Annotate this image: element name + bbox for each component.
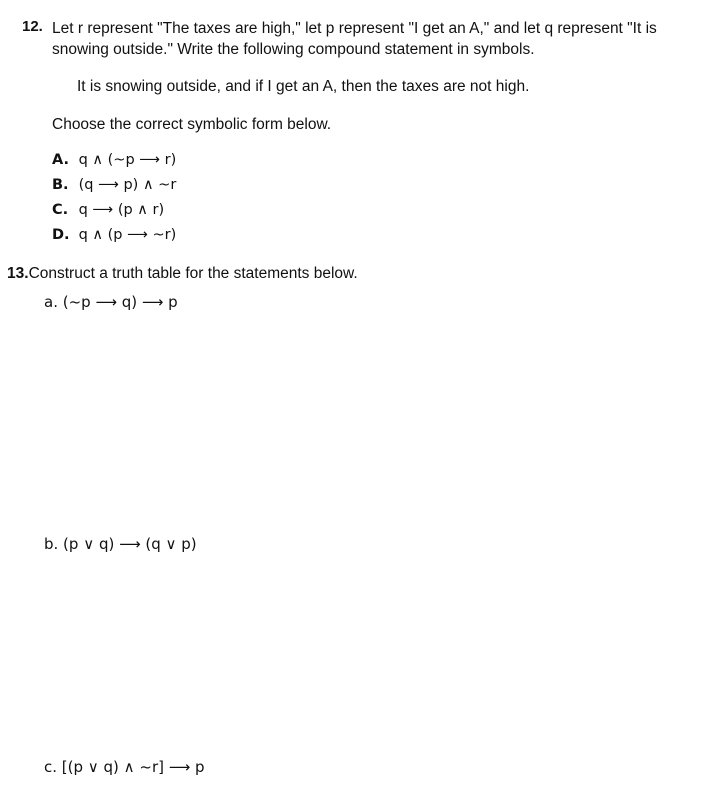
question-13-heading bbox=[7, 265, 358, 283]
choice-d-letter: D. bbox=[52, 227, 70, 243]
part-b: b. (p ∨ q) ⟶ (q ∨ p) bbox=[44, 535, 197, 553]
choice-b[interactable] bbox=[52, 177, 176, 193]
question-13-number: 13. bbox=[7, 265, 29, 282]
compound-statement: It is snowing outside, and if I get an A, then the taxes are not high. bbox=[77, 78, 530, 95]
choice-c-letter: C. bbox=[52, 202, 69, 218]
choice-a-letter: A. bbox=[52, 152, 69, 168]
choice-c-text: q ⟶ (p ∧ r) bbox=[78, 202, 165, 218]
question-12-number: 12. bbox=[22, 18, 43, 35]
choice-b-letter: B. bbox=[52, 177, 69, 193]
part-a: a. (~p ⟶ q) ⟶ p bbox=[44, 293, 178, 311]
choice-d[interactable] bbox=[52, 227, 176, 243]
part-c: c. [(p ∨ q) ∧ ~r] ⟶ p bbox=[44, 758, 205, 776]
question-12-text: Let r represent "The taxes are high," let p represent "I get an A," and let q represent "It is snowing outside." Write the following compound statement in symbols. bbox=[52, 20, 657, 58]
choice-prompt: Choose the correct symbolic form below. bbox=[52, 116, 332, 133]
question-13-text: Construct a truth table for the statements below. bbox=[28, 265, 358, 282]
choice-d-text: q ∧ (p ⟶ ~r) bbox=[78, 227, 177, 243]
choice-c[interactable] bbox=[52, 202, 164, 218]
choice-a[interactable] bbox=[52, 152, 176, 168]
choice-b-text: (q ⟶ p) ∧ ~r bbox=[78, 177, 177, 193]
choice-a-text: q ∧ (~p ⟶ r) bbox=[78, 152, 177, 168]
